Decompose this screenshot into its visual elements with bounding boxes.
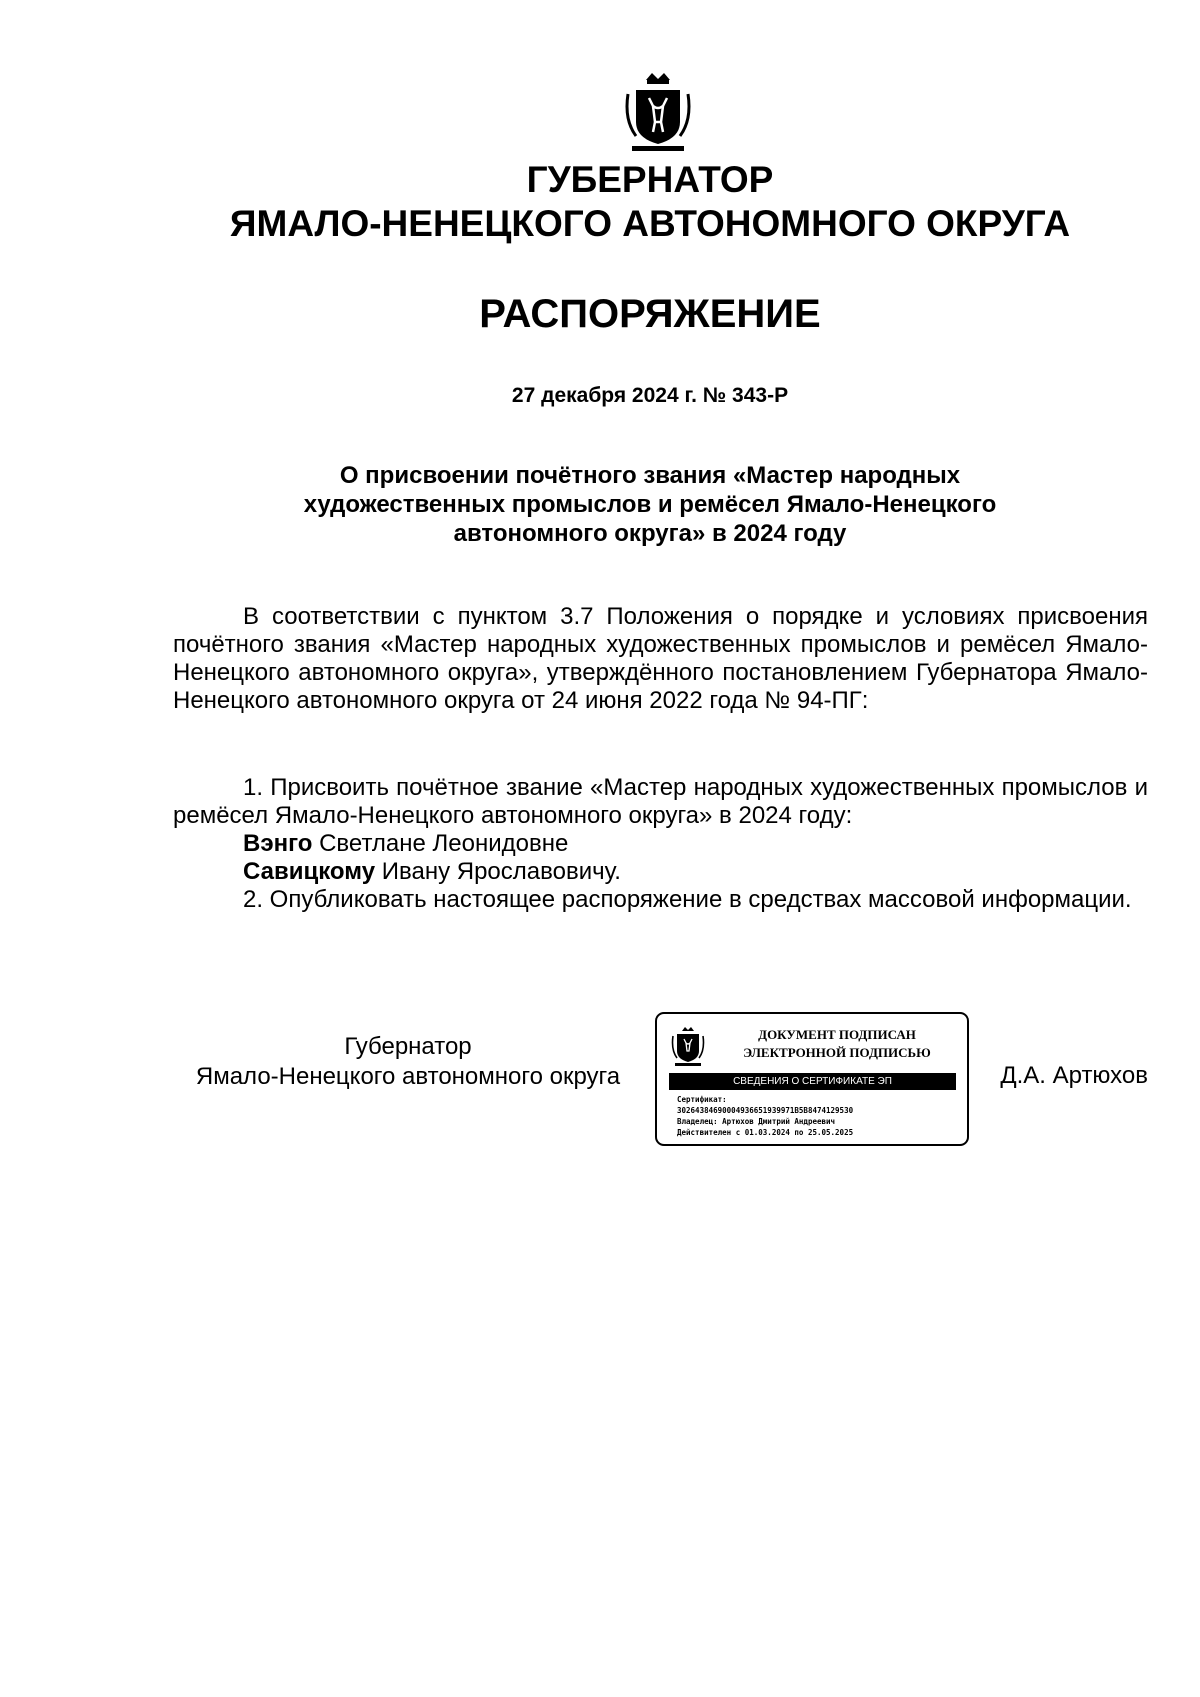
date-and-number: 27 декабря 2024 г. № 343-Р (511, 384, 789, 407)
subject-line1: О присвоении почётного звания «Мастер народных (339, 462, 961, 489)
issuer-title-line2: ЯМАЛО-НЕНЕЦКОГО АВТОНОМНОГО ОКРУГА (229, 203, 1071, 244)
stamp-title (717, 1026, 957, 1062)
awardee-2 (173, 858, 1148, 886)
item-1-text: 1. Присвоить почётное звание «Мастер народных художественных промыслов и ремёсел Ямало-Ненецкого автономного округа» в 2024 году: (173, 774, 1148, 829)
stamp-cert-number: 30264384690004936651939971B5B8474129530 (677, 1106, 854, 1115)
awardee-1-name: Светлане Леонидовне (319, 830, 569, 857)
signatory-position (173, 1032, 643, 1092)
issuer-title-line1: ГУБЕРНАТОР (526, 159, 774, 200)
awardee-2-name: Ивану Ярославовичу. (381, 858, 621, 885)
stamp-coat-of-arms-icon (671, 1026, 705, 1068)
subject-line3: автономного округа» в 2024 году (453, 520, 847, 547)
stamp-cert-label: Сертификат: (677, 1095, 727, 1104)
signatory-position-line1: Губернатор (344, 1033, 472, 1060)
stamp-certificate-info (677, 1094, 962, 1138)
preamble-text: В соответствии с пунктом 3.7 Положения о порядке и условиях присвоения почётного звания «Мастер народных художественных промыслов и ремёсел Ямало-Ненецкого автономного округа», утверждённого постановлением Губернатора Ямало-Ненецкого автономного округа от 24 июня 2022 года № 94-ПГ: (173, 603, 1148, 714)
coat-of-arms-icon (622, 70, 694, 156)
preamble-paragraph (173, 603, 1148, 715)
signatory-position-line2: Ямало-Ненецкого автономного округа (195, 1063, 621, 1090)
e-signature-stamp (655, 1012, 969, 1146)
awardee-1-surname: Вэнго (243, 830, 313, 857)
stamp-title-line1: ДОКУМЕНТ ПОДПИСАН (758, 1027, 916, 1042)
subject-line2: художественных промыслов и ремёсел Ямало-Ненецкого (303, 491, 997, 518)
stamp-owner: Владелец: Артюхов Дмитрий Андреевич (677, 1117, 836, 1126)
issuer-title (150, 158, 1150, 246)
item-2-text: 2. Опубликовать настоящее распоряжение в средствах массовой информации. (243, 886, 1132, 913)
item-1-block (173, 774, 1148, 914)
document-subject (260, 461, 1040, 548)
stamp-title-line2: ЭЛЕКТРОННОЙ ПОДПИСЬЮ (743, 1045, 931, 1060)
document-type: РАСПОРЯЖЕНИЕ (479, 292, 821, 336)
stamp-certificate-bar: СВЕДЕНИЯ О СЕРТИФИКАТЕ ЭП (669, 1073, 956, 1090)
awardee-2-surname: Савицкому (243, 858, 376, 885)
signatory-name: Д.А. Артюхов (1000, 1062, 1148, 1089)
stamp-validity: Действителен с 01.03.2024 по 25.05.2025 (677, 1128, 854, 1137)
awardee-1 (173, 830, 1148, 858)
